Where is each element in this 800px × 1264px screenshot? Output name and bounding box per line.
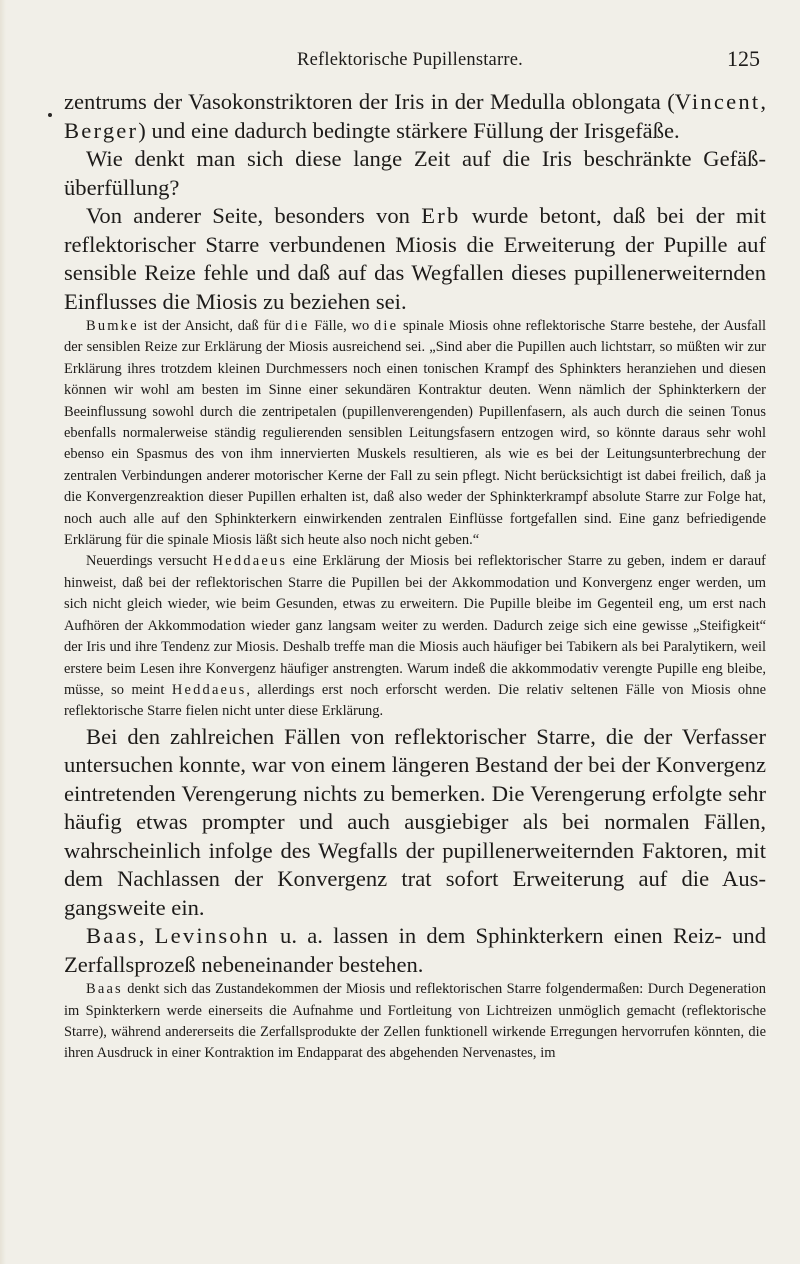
author-name: Bumke <box>86 318 139 334</box>
paragraph <box>64 202 766 316</box>
author-name: die <box>373 318 399 334</box>
page-number: 125 <box>727 46 760 71</box>
author-name: Levinsohn <box>154 923 270 949</box>
text-run: Wie denkt man sich diese lange Zeit auf die Iris beschränkte Gefäßüberfüllung? <box>64 146 766 200</box>
author-name: Heddaeus <box>171 681 247 698</box>
author-name: Baas <box>86 981 123 998</box>
text-run: ) und eine dadurch bedingte stärkere Füllung der Irisgefäße. <box>138 117 680 143</box>
text-run: Fälle, wo <box>309 318 374 334</box>
text-run: , <box>138 923 155 949</box>
text-run: ist der Ansicht, daß für <box>138 318 286 334</box>
running-head <box>60 46 760 78</box>
body-text <box>64 88 766 1065</box>
paragraph <box>64 316 766 551</box>
page-edge-shadow <box>0 0 6 1264</box>
text-run: Von anderer Seite, besonders von <box>86 203 422 228</box>
author-name: die <box>285 318 310 334</box>
author-name: Heddaeus <box>212 553 288 570</box>
text-run: , <box>760 89 766 114</box>
text-run: Bei den zahlreichen Fällen von reflektorischer Starre, die der Verfasser untersuchen konnte, war von einem längeren Bestand der bei der Konvergenz eintretenden Verengerung nichts zu bemerken. Die Verengerung erfolgte sehr häufig etwas prompter und auch ausgiebiger als bei normalen Fällen, wahrscheinlich infolge des Wegfalls der pupillenerweiternden Faktoren, mit dem Nachlassen der Konvergenz trat sofort Erweiterung auf die Ausgangsweite ein. <box>64 723 766 920</box>
author-name: Baas <box>86 923 139 949</box>
text-run: wurde betont, daß bei der mit reflektorischer Starre verbundenen Miosis die Erweiterung der Pupille auf sensible Reize fehle und daß auf das Wegfallen dieses pupillenerweiternden Einflusses die Miosis zu beziehen sei. <box>64 203 766 314</box>
text-run: zentrums der Vasokonstriktoren der Iris in der Medulla oblongata ( <box>64 89 675 114</box>
running-head-title: Reflektorische Pupillenstarre. <box>297 50 523 70</box>
text-run: , allerdings erst noch erforscht werden. Die relativ seltenen Fälle von Miosis ohne reflektorische Starre fielen nicht unter diese Erklärung. <box>64 681 766 720</box>
author-name: Vincent <box>674 89 761 114</box>
text-run: denkt sich das Zustandekommen der Miosis und reflektorischen Starre folgendermaßen: Durch Degeneration im Spinkterkern werde einerseits die Aufnahme und Fortleitung von Lichtreizen unmöglich gemacht (reflektorische Starre), während andererseits die Zerfallsprodukte der Zellen funktionell wirkende Erregungen hervorrufen könnten, die ihren Ausdruck in einer Kontraktion im Endapparat des abgehenden Nervenastes, im <box>64 981 766 1062</box>
paragraph <box>64 551 766 722</box>
paragraph <box>64 922 766 979</box>
paragraph <box>64 979 766 1065</box>
text-run: Neuerdings versucht <box>86 553 213 570</box>
author-name: Berger <box>64 117 139 143</box>
text-run: u. a. lassen in dem Sphinkterkern einen Reiz- und Zerfallsprozeß nebeneinander bestehen. <box>64 923 766 977</box>
author-name: Erb <box>421 203 461 228</box>
paragraph <box>64 145 766 202</box>
paragraph <box>64 723 766 923</box>
text-run: spinale Miosis ohne reflektorische Starre bestehe, der Ausfall der sensiblen Reize zur Erklärung der Miosis ausreichend sei. „Sind aber die Pupillen auch lichtstarr, so müßten wir zur Erklärung ihres trotzdem kleinen Durchmessers noch einen tonischen Krampf des Sphinkters heranziehen und diesen können wir wohl am besten im Sinne einer sekundären Kontraktur deuten. Wenn nämlich der Sphinkterkern der Beeinflussung sowohl durch die zentripetalen (pupillenverengenden) Pupillenfasern, als auch durch die seinen Tonus ebenfalls normalerweise ständig regulierenden sensiblen Leitungsfasern entzogen wird, so könnte daraus sehr wohl ebenso ein Spasmus des von ihm innervierten Muskels resultieren, als wie es bei der Leitungsunterbrechung der zentralen Verbindungen anderer motorischer Kerne der Fall zu sein pflegt. Nicht berücksichtigt ist dabei freilich, daß ja die Konvergenzreaktion dieser Pupillen erhalten ist, daß also weder der Sphinkterkrampf absolute Starre zur Folge hat, noch auch alle auf den Sphinkterkern einwirkenden zentralen Einflüsse fortgefallen sind. Eine ganz befriedigende Erklärung für die spinale Miosis läßt sich heute also noch nicht geben.“ <box>64 318 766 549</box>
margin-dot <box>48 113 52 117</box>
text-run: eine Erklärung der Miosis bei reflektorischer Starre zu geben, indem er darauf hinweist, daß bei der reflektorischen Starre die Pupillen bei der Akkommodation und Konvergenz enger werden, um sich nicht gleich wieder, wie beim Gesunden, etwas zu erweitern. Die Pupille bleibe im Gegenteil eng, um erst nach Aufhören der Akkommodation wieder ganz langsam weiter zu werden. Dadurch zeige sich eine gewisse „Steifigkeit“ der Iris und ihre Tendenz zur Miosis. Deshalb treffe man die Miosis auch häufiger bei Tabikern als bei Paralytikern, weil erstere beim Lesen ihre Konvergenz häufiger anstrengten. Warum indeß die akkommodativ verengte Pupille eng bleibe, müsse, so meint <box>64 553 766 698</box>
paragraph <box>64 88 766 145</box>
